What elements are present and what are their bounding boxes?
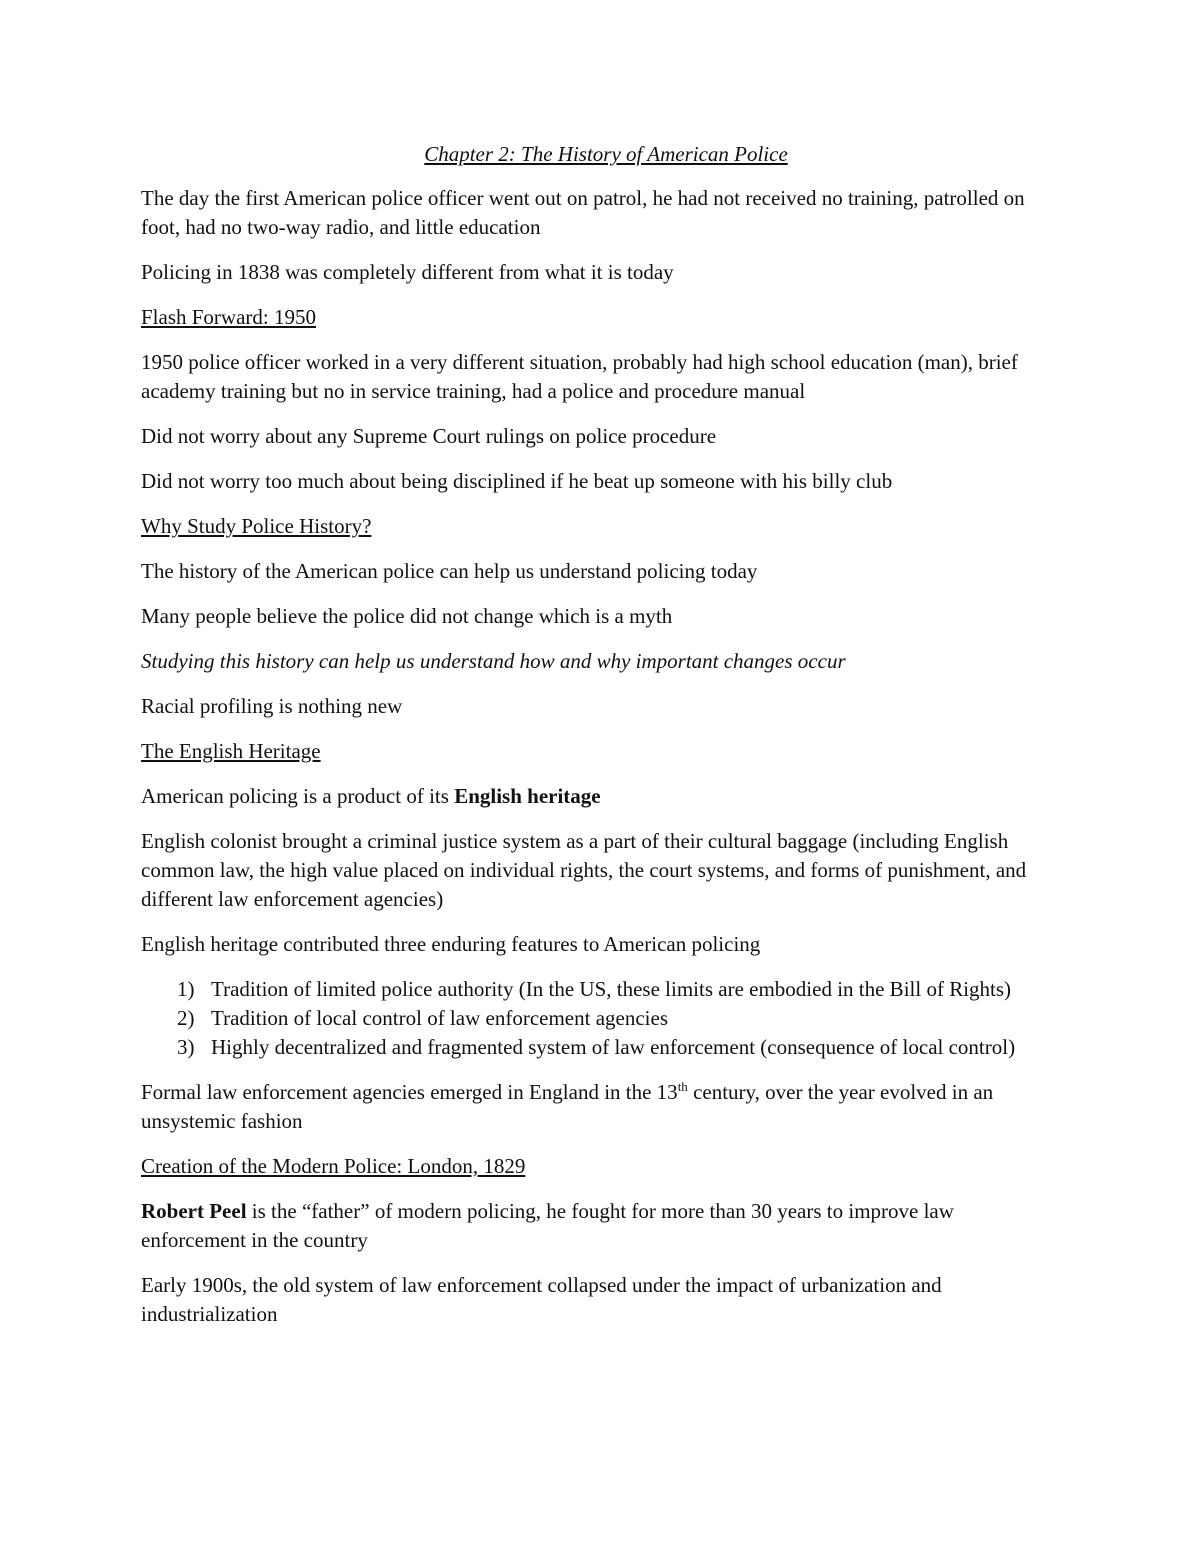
bold-term-english-heritage: English heritage: [454, 784, 601, 808]
paragraph-racial-profiling: Racial profiling is nothing new: [141, 694, 403, 718]
document-page: [141, 140, 1061, 1345]
paragraph-supreme-court: Did not worry about any Supreme Court rulings on police procedure: [141, 424, 717, 448]
list-item-number: 1): [177, 977, 195, 1001]
list-item: [141, 975, 1061, 1004]
paragraph-important-changes: Studying this history can help us understand how and why important changes occur: [141, 649, 846, 673]
text-segment: Formal law enforcement agencies emerged in England in the 13: [141, 1080, 678, 1104]
paragraph-policing-1838: Policing in 1838 was completely different from what it is today: [141, 260, 674, 284]
list-item-text: Tradition of local control of law enforcement agencies: [211, 1006, 668, 1030]
paragraph-discipline: Did not worry too much about being disciplined if he beat up someone with his billy club: [141, 469, 893, 493]
text-segment: American policing is a product of its: [141, 784, 455, 808]
paragraph-history-helps: The history of the American police can help us understand policing today: [141, 559, 758, 583]
list-item-number: 2): [177, 1006, 195, 1030]
paragraph-myth: Many people believe the police did not change which is a myth: [141, 604, 673, 628]
paragraph-robert-peel: [141, 1197, 1061, 1255]
paragraph-13th-century: [141, 1078, 1061, 1136]
list-item: [141, 1033, 1061, 1062]
heading-english-heritage: The English Heritage: [141, 739, 321, 763]
text-segment: century, over the year evolved in an unsystemic fashion: [141, 1080, 994, 1133]
paragraph-english-colonist: English colonist brought a criminal justice system as a part of their cultural baggage (including English common law, the high value placed on individual rights, the court systems, and forms of punishment, and different law enforcement agencies): [141, 829, 1027, 911]
paragraph-early-1900s: Early 1900s, the old system of law enforcement collapsed under the impact of urbanization and industrialization: [141, 1273, 942, 1326]
list-item-number: 3): [177, 1035, 195, 1059]
paragraph-product-of-heritage: [141, 782, 1061, 811]
paragraph-1950-officer: 1950 police officer worked in a very different situation, probably had high school education (man), brief academy training but no in service training, had a police and procedure manual: [141, 350, 1018, 403]
list-item-text: Highly decentralized and fragmented system of law enforcement (consequence of local control): [211, 1035, 1016, 1059]
heading-flash-forward: Flash Forward: 1950: [141, 305, 316, 329]
features-list: [141, 975, 1061, 1062]
heading-modern-police: Creation of the Modern Police: London, 1829: [141, 1154, 526, 1178]
paragraph-first-officer: The day the first American police officer went out on patrol, he had not received no training, patrolled on foot, had no two-way radio, and little education: [141, 186, 1025, 239]
paragraph-three-features: English heritage contributed three enduring features to American policing: [141, 932, 761, 956]
heading-why-study: Why Study Police History?: [141, 514, 372, 538]
bold-term-robert-peel: Robert Peel: [141, 1199, 247, 1223]
text-segment: is the “father” of modern policing, he fought for more than 30 years to improve law enforcement in the country: [141, 1199, 954, 1252]
document-title: Chapter 2: The History of American Police: [424, 142, 788, 166]
list-item-text: Tradition of limited police authority (In the US, these limits are embodied in the Bill of Rights): [211, 977, 1012, 1001]
list-item: [141, 1004, 1061, 1033]
superscript-th: th: [677, 1079, 688, 1094]
